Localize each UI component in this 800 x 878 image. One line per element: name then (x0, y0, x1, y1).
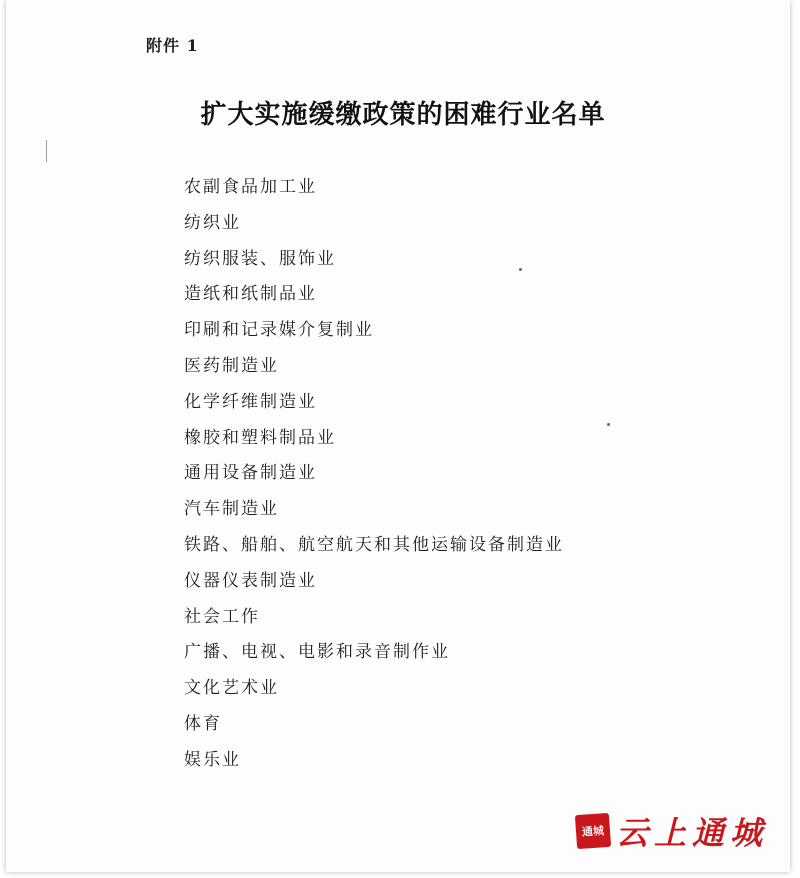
scan-speck (607, 423, 610, 426)
scanned-page (6, 0, 790, 872)
page-title: 扩大实施缓缴政策的困难行业名单 (200, 100, 606, 130)
industry-list (184, 170, 564, 779)
watermark (576, 808, 768, 854)
list-item: 化学纤维制造业 (184, 391, 317, 412)
attachment-label: 附件 1 (146, 36, 199, 55)
scan-artifact (46, 140, 47, 162)
list-item: 娱乐业 (184, 749, 241, 770)
list-item: 文化艺术业 (184, 678, 279, 699)
watermark-text: 云上通城 (615, 814, 768, 852)
list-item: 纺织服装、服饰业 (184, 248, 336, 269)
seal-logo: 通城 (575, 813, 611, 849)
list-item: 汽车制造业 (184, 499, 279, 520)
list-item: 仪器仪表制造业 (184, 570, 317, 591)
list-item: 农副食品加工业 (184, 177, 317, 197)
list-item: 广播、电视、电影和录音制作业 (184, 642, 450, 663)
list-item: 造纸和纸制品业 (184, 284, 317, 305)
list-item: 医药制造业 (184, 355, 279, 376)
list-item: 纺织业 (184, 212, 241, 233)
list-item: 社会工作 (184, 606, 260, 627)
list-item: 橡胶和塑料制品业 (184, 427, 336, 448)
list-item: 体育 (184, 713, 222, 734)
list-item: 印刷和记录媒介复制业 (184, 320, 374, 341)
list-item: 铁路、船舶、航空航天和其他运输设备制造业 (184, 534, 564, 555)
list-item: 通用设备制造业 (184, 463, 317, 484)
